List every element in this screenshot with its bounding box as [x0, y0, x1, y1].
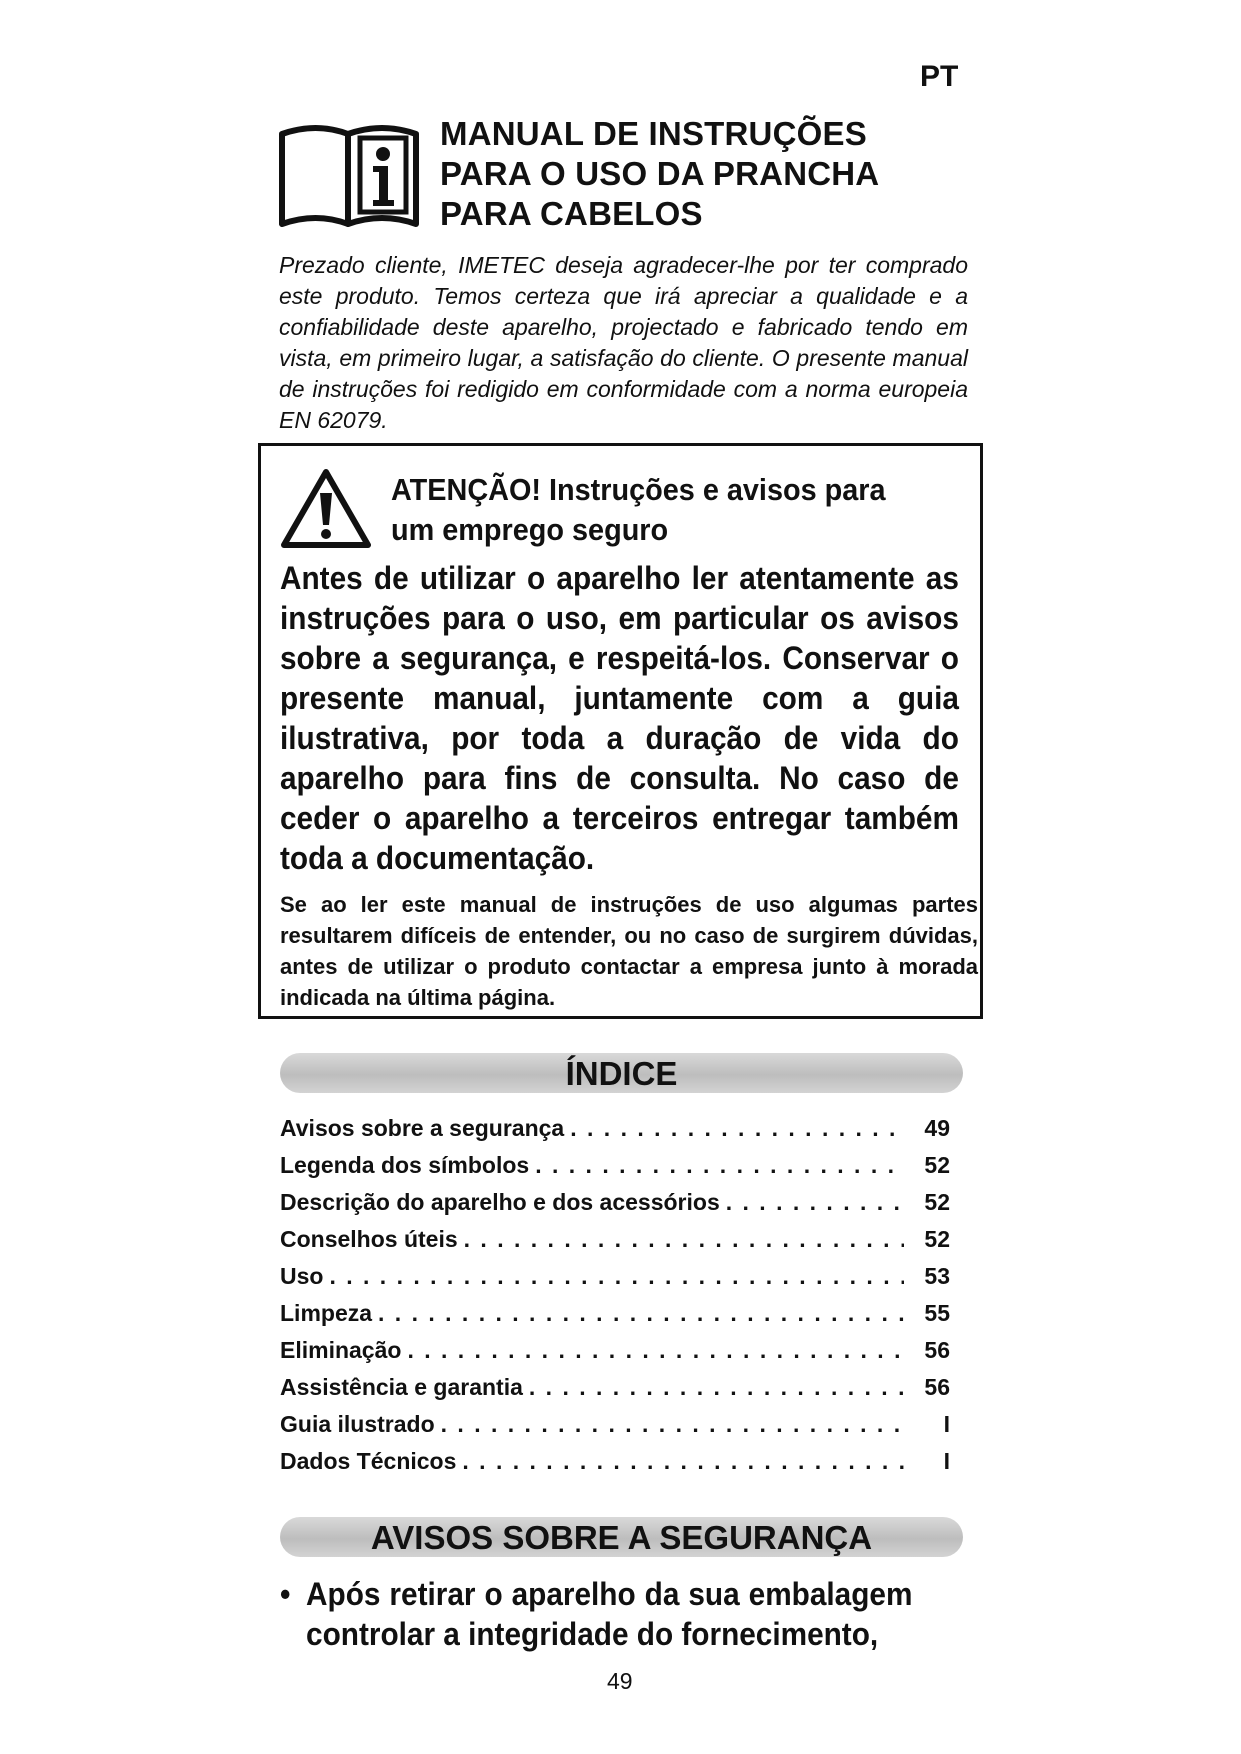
toc-entry[interactable]: Guia ilustrado . . . I: [280, 1411, 950, 1448]
toc-entry[interactable]: Conselhos úteis . . . 52: [280, 1226, 950, 1263]
toc-entry[interactable]: Avisos sobre a segurança . . . 49: [280, 1115, 950, 1152]
language-code: PT: [920, 60, 959, 93]
toc-entry[interactable]: Eliminação . . . 56: [280, 1337, 950, 1374]
info-book-icon: [278, 120, 420, 228]
page-number: 49: [607, 1668, 633, 1694]
toc-page: 49: [924, 1115, 950, 1141]
manual-title: [440, 114, 879, 234]
index-heading: ÍNDICE: [280, 1053, 963, 1093]
warning-title-line: ATENÇÃO! Instruções e avisos para: [391, 472, 886, 507]
toc-page: 56: [924, 1374, 950, 1400]
warning-body: Antes de utilizar o aparelho ler atentamente as instruções para o uso, em particular os avisos sobre a segurança, e respeitá-los. Conservar o presente manual, juntamente com a guia ilustrativa, por toda a duração de vida do aparelho para fins de consulta. No caso de ceder o aparelho a terceiros entregar também toda a documentação.: [280, 560, 959, 876]
warning-title: [391, 470, 886, 550]
table-of-contents: [280, 1115, 950, 1485]
toc-page: 53: [924, 1263, 950, 1289]
safety-item-text: Após retirar o aparelho da sua embalagem controlar a integridade do fornecimento,: [306, 1576, 913, 1652]
toc-entry[interactable]: Legenda dos símbolos . . . 52: [280, 1152, 950, 1189]
toc-page: 52: [924, 1226, 950, 1252]
toc-entry[interactable]: Assistência e garantia . . . 56: [280, 1374, 950, 1411]
warning-triangle-icon: [280, 467, 372, 549]
title-line: PARA O USO DA PRANCHA: [440, 155, 880, 192]
toc-page: 56: [924, 1337, 950, 1363]
safety-warning-box: [258, 443, 983, 1019]
toc-entry[interactable]: Limpeza . . . 55: [280, 1300, 950, 1337]
toc-entry[interactable]: Descrição do aparelho e dos acessórios . . . 52: [280, 1189, 950, 1226]
toc-page: I: [943, 1411, 950, 1437]
safety-heading: AVISOS SOBRE A SEGURANÇA: [280, 1517, 963, 1557]
title-line: MANUAL DE INSTRUÇÕES: [440, 115, 867, 152]
warning-title-line: um emprego seguro: [391, 512, 669, 547]
toc-page: 52: [924, 1189, 950, 1215]
toc-entry[interactable]: Uso . . . 53: [280, 1263, 950, 1300]
toc-page: I: [943, 1448, 950, 1474]
toc-entry[interactable]: Dados Técnicos . . . I: [280, 1448, 950, 1485]
warning-note: Se ao ler este manual de instruções de uso algumas partes resultarem difíceis de entender, ou no caso de surgirem dúvidas, antes de utilizar o produto contactar a empresa junto à morada indicada na última página.: [280, 892, 978, 1010]
safety-item: [280, 1574, 912, 1654]
title-line: PARA CABELOS: [440, 195, 703, 232]
toc-page: 52: [924, 1152, 950, 1178]
toc-page: 55: [924, 1300, 950, 1326]
bullet-icon: •: [280, 1576, 291, 1612]
intro-paragraph: Prezado cliente, IMETEC deseja agradecer-lhe por ter comprado este produto. Temos certeza que irá apreciar a qualidade e a confiabilidade deste aparelho, projectado e fabricado tendo em vista, em primeiro lugar, a satisfação do cliente. O presente manual de instruções foi redigido em conformidade com a norma europeia EN 62079.: [279, 252, 968, 433]
